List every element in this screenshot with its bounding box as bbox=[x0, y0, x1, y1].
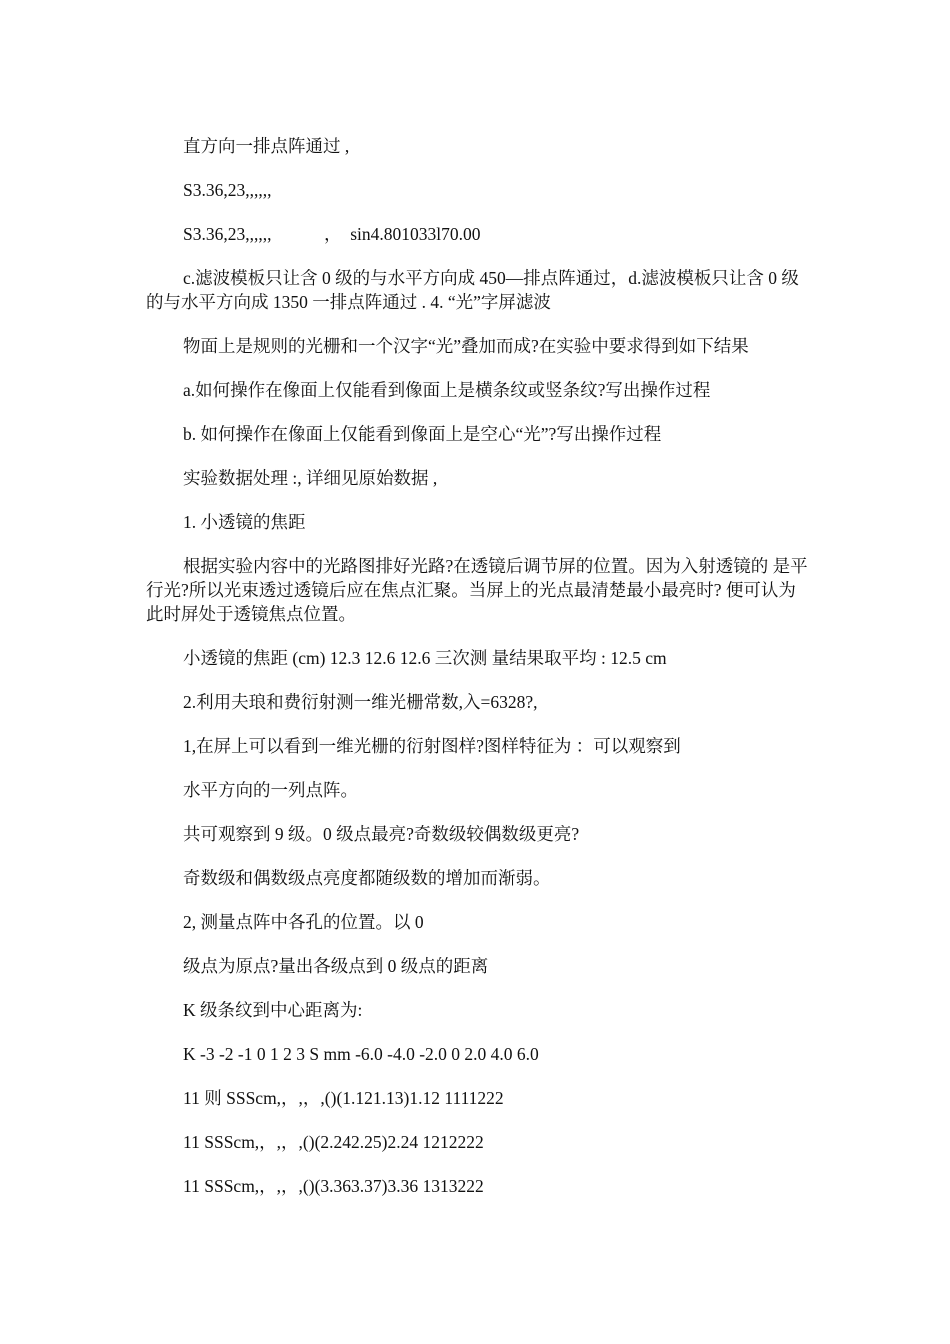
paragraph: b. 如何操作在像面上仅能看到像面上是空心“光”?写出操作过程 bbox=[183, 424, 662, 444]
paragraph: 直方向一排点阵通过 , bbox=[183, 136, 350, 156]
paragraph: 根据实验内容中的光路图排好光路?在透镜后调节屏的位置。因为入射透镜的 是平行光?所以光束透过透镜后应在焦点汇聚。当屏上的光点最清楚最小最亮时? 便可认为此时屏处于透镜焦点位置。 bbox=[146, 556, 808, 624]
paragraph: 小透镜的焦距 (cm) 12.3 12.6 12.6 三次测 量结果取平均 : 12.5 cm bbox=[183, 648, 667, 668]
paragraph: 2, 测量点阵中各孔的位置。以 0 bbox=[183, 912, 424, 932]
paragraph: 级点为原点?量出各级点到 0 级点的距离 bbox=[183, 956, 489, 976]
paragraph: 水平方向的一列点阵。 bbox=[183, 780, 358, 800]
paragraph: 共可观察到 9 级。0 级点最亮?奇数级较偶数级更亮? bbox=[183, 824, 580, 844]
formula-line: 11 SSScm,，,，,()(2.242.25)2.24 1212222 bbox=[183, 1132, 484, 1152]
formula-line: 11 SSScm,，,，,()(3.363.37)3.36 1313222 bbox=[183, 1176, 484, 1196]
paragraph: c.滤波模板只让含 0 级的与水平方向成 450—排点阵通过，d.滤波模板只让含 0 级的与水平方向成 1350 一排点阵通过 . 4. “光”字屏滤波 bbox=[146, 268, 799, 312]
section-heading: 2.利用夫琅和费衍射测一维光栅常数,入=6328?, bbox=[183, 692, 538, 712]
paragraph: K 级条纹到中心距离为: bbox=[183, 1000, 363, 1020]
section-heading: 1. 小透镜的焦距 bbox=[183, 512, 306, 532]
paragraph: 物面上是规则的光栅和一个汉字“光”叠加而成?在实验中要求得到如下结果 bbox=[183, 336, 749, 356]
document-body bbox=[146, 134, 810, 1198]
formula-line: 11 则 SSScm,，,，,()(1.121.13)1.12 1111222 bbox=[183, 1088, 504, 1108]
paragraph: 实验数据处理 :, 详细见原始数据 , bbox=[183, 468, 438, 488]
paragraph: 1,在屏上可以看到一维光栅的衍射图样?图样特征为 ：可以观察到 bbox=[183, 736, 681, 756]
data-line: K -3 -2 -1 0 1 2 3 S mm -6.0 -4.0 -2.0 0 2.0 4.0 6.0 bbox=[183, 1044, 539, 1064]
paragraph: S3.36,23,,,,,, ， sin4.801033l70.00 bbox=[183, 224, 481, 244]
paragraph: a.如何操作在像面上仅能看到像面上是横条纹或竖条纹?写出操作过程 bbox=[183, 380, 711, 400]
paragraph: S3.36,23,,,,,, bbox=[183, 180, 272, 200]
paragraph: 奇数级和偶数级点亮度都随级数的增加而渐弱。 bbox=[183, 868, 551, 888]
